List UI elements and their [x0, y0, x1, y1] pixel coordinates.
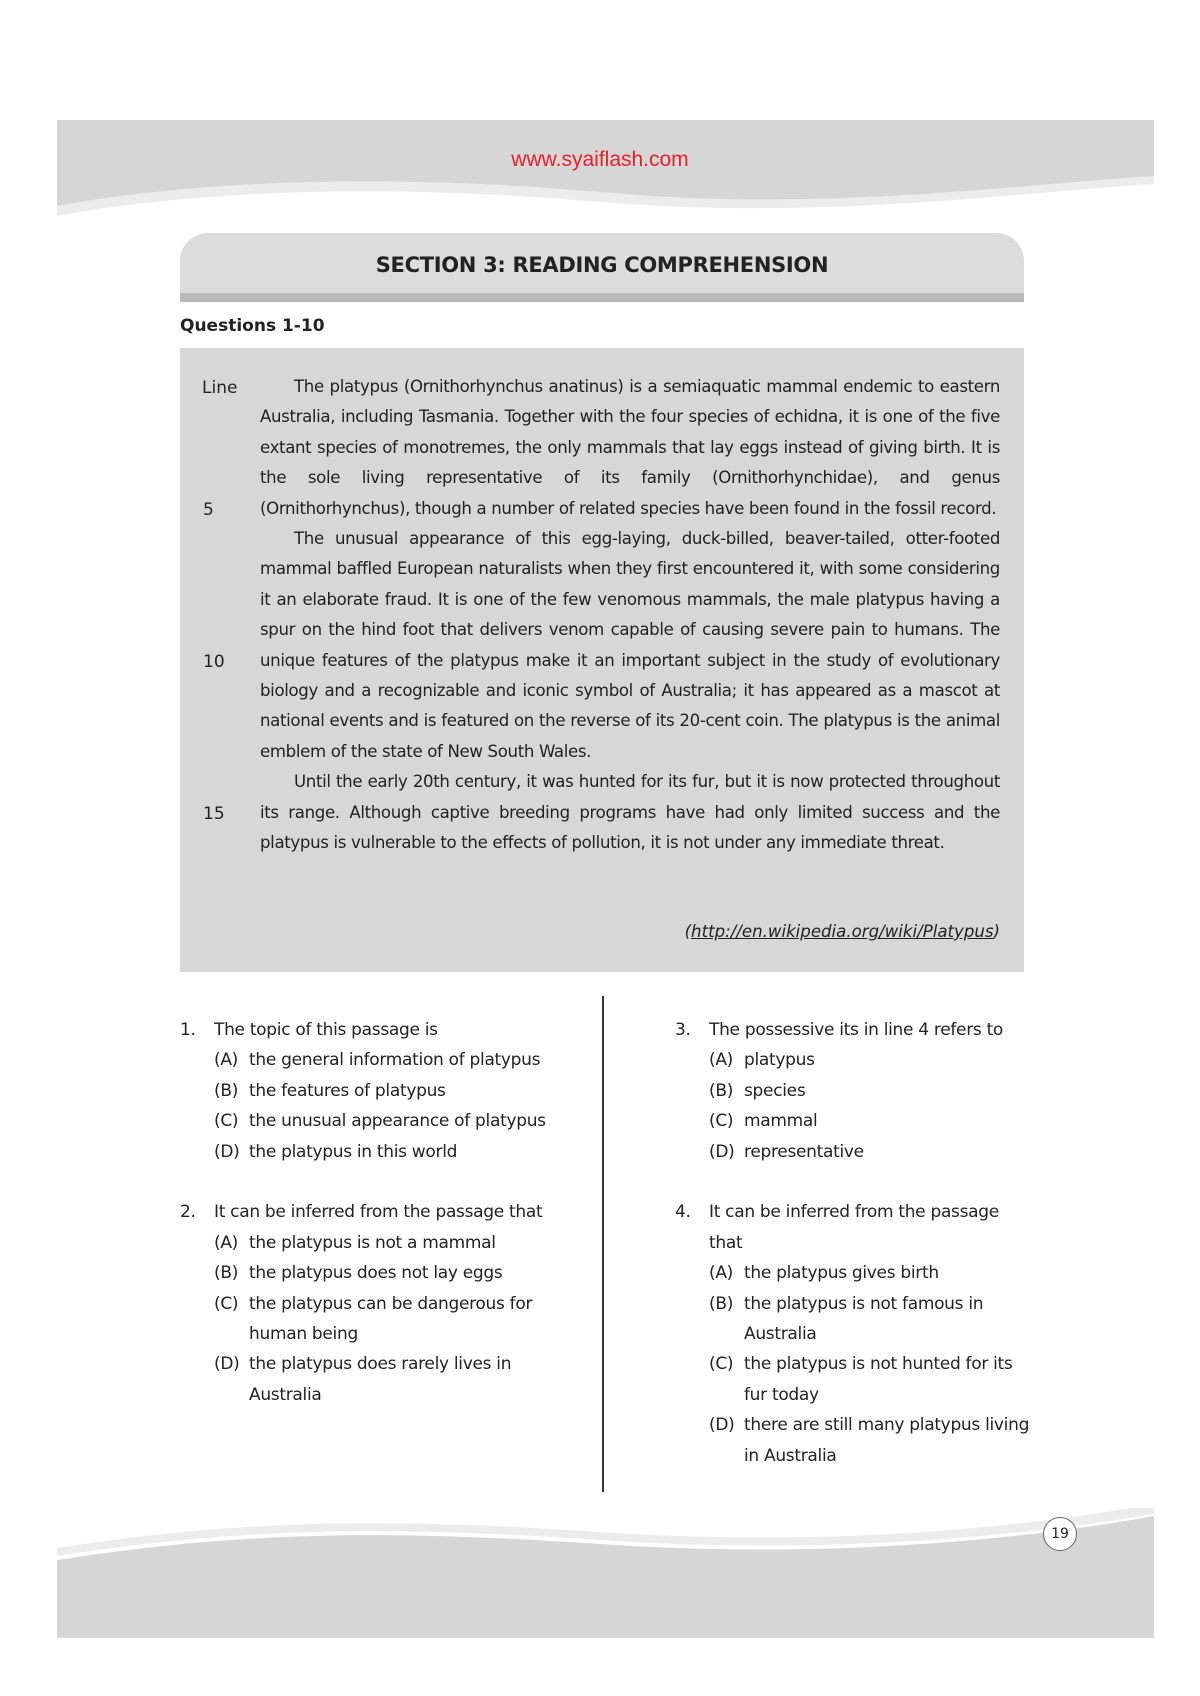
question-stem: The topic of this passage is [214, 1020, 438, 1040]
page-number-badge: 19 [1043, 1517, 1077, 1551]
answer-option[interactable]: (B) species [709, 1080, 806, 1101]
passage-paragraph: The platypus (Ornithorhynchus anatinus) is a semiaquatic mammal endemic to eastern Australia, including Tasmania. Together with the four species of echidna, it is one of the five extant species of monotremes, the only mammals that lay eggs instead of giving birth. It is the sole living representative of its family (Ornithorhynchidae), and genus (Ornithorhynchus), though a number of related species have been found in the fossil record. [260, 377, 1000, 518]
answer-option[interactable]: (A) the platypus gives birth [709, 1263, 939, 1284]
line-number-10: 10 [203, 652, 225, 672]
section-header-underline [180, 293, 1024, 302]
passage-paragraph: The unusual appearance of this egg-laying, duck-billed, beaver-tailed, otter-footed mammal baffled European naturalists when they first encountered it, with some considering it an elaborate fraud. It is one of the few venomous mammals, the male platypus having a spur on the hind foot that delivers venom capable of causing severe pain to humans. The unique features of the platypus make it an important subject in the study of evolutionary biology and a recognizable and iconic symbol of Australia; it has appeared as a mascot at national events and is featured on the reverse of its 20-cent coin. The platypus is the animal emblem of the state of New South Wales. [260, 529, 1000, 761]
source-link[interactable]: http://en.wikipedia.org/wiki/Platypus [691, 922, 994, 941]
question-number: 3. [675, 1020, 691, 1040]
question-number: 4. [675, 1202, 691, 1223]
questions-right-column [675, 1015, 1035, 1501]
answer-option[interactable]: (B) the platypus is not famous in Australia [709, 1293, 984, 1345]
question-stem: The possessive its in line 4 refers to [709, 1020, 1004, 1040]
answer-option[interactable]: (D) there are still many platypus living in Australia [709, 1415, 1030, 1466]
answer-option[interactable]: (B) the platypus does not lay eggs [214, 1263, 503, 1284]
answer-option[interactable]: (B) the features of platypus [214, 1080, 446, 1101]
question-2 [180, 1197, 560, 1410]
section-title: SECTION 3: READING COMPREHENSION [375, 253, 829, 277]
answer-option[interactable]: (C) mammal [709, 1111, 818, 1132]
question-number: 2. [180, 1202, 196, 1223]
answer-option[interactable]: (A) the platypus is not a mammal [214, 1232, 496, 1253]
answer-option[interactable]: (A) the general information of platypus [214, 1050, 541, 1071]
passage-paragraph: Until the early 20th century, it was hunted for its fur, but it is now protected throughout its range. Although captive breeding programs have had only limited success and the platypus is vulnerable to the effects of pollution, it is not under any immediate threat. [260, 772, 1000, 853]
questions-range-heading: Questions 1-10 [180, 316, 325, 336]
column-divider [602, 996, 604, 1492]
footer-wave-decoration [0, 1508, 1200, 1638]
line-number-15: 15 [203, 804, 225, 824]
questions-left-column [180, 1015, 560, 1441]
passage-text [260, 372, 1000, 859]
question-1 [180, 1015, 560, 1167]
answer-option[interactable]: (C) the unusual appearance of platypus [214, 1111, 546, 1132]
site-url[interactable]: www.syaiflash.com [511, 148, 689, 171]
question-4 [675, 1197, 1035, 1471]
line-label: Line [202, 378, 238, 398]
answer-option[interactable]: (C) the platypus can be dangerous for human being [214, 1293, 533, 1345]
passage-source: (http://en.wikipedia.org/wiki/Platypus) [684, 922, 1000, 941]
answer-option[interactable]: (C) the platypus is not hunted for its fur today [709, 1354, 1013, 1405]
answer-option[interactable]: (A) platypus [709, 1050, 815, 1071]
line-number-5: 5 [203, 500, 214, 520]
answer-option[interactable]: (D) the platypus does rarely lives in Australia [214, 1354, 512, 1405]
question-number: 1. [180, 1020, 196, 1040]
question-stem: It can be inferred from the passage that [214, 1202, 543, 1223]
answer-option[interactable]: (D) the platypus in this world [214, 1141, 458, 1162]
question-stem: It can be inferred from the passage that [709, 1202, 999, 1253]
question-3 [675, 1015, 1035, 1167]
answer-option[interactable]: (D) representative [709, 1141, 864, 1162]
